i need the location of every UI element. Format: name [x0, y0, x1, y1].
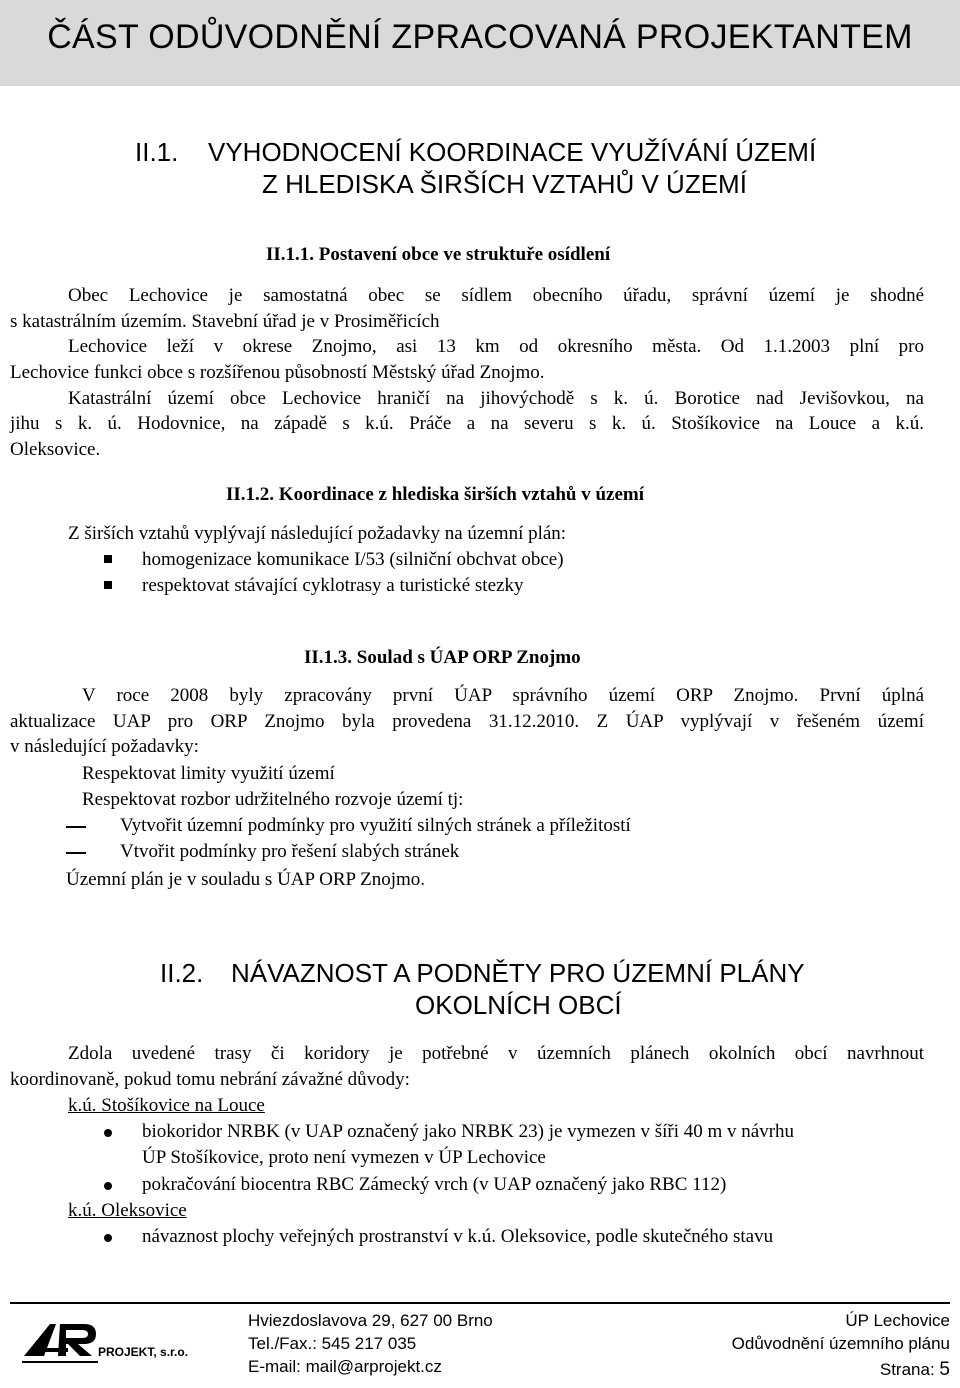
list-item: Respektovat limity využití území [82, 763, 335, 784]
paragraph-line: Obec Lechovice je samostatná obec se sídlem obecního úřadu, správní území je shodné [68, 285, 924, 306]
paragraph-line: aktualizace UAP pro ORP Znojmo byla provedena 31.12.2010. Z ÚAP vyplývají v řešeném území [10, 711, 924, 732]
list-item-continuation: ÚP Stošíkovice, proto není vymezen v ÚP Lechovice [142, 1147, 546, 1168]
bullet-icon [104, 1129, 112, 1137]
logo-text: PROJEKT, s.r.o. [98, 1345, 189, 1359]
subsection-heading: II.1.3. Soulad s ÚAP ORP Znojmo [304, 647, 581, 668]
page-number: 5 [939, 1359, 950, 1380]
list-item: Respektovat rozbor udržitelného rozvoje území tj: [82, 789, 464, 810]
section-title-line2: Z HLEDISKA ŠIRŠÍCH VZTAHŮ V ÚZEMÍ [262, 169, 747, 199]
list-item: homogenizace komunikace I/53 (silniční obchvat obce) [142, 549, 564, 570]
company-logo [22, 1318, 202, 1370]
footer-phone: Tel./Fax.: 545 217 035 [248, 1334, 417, 1353]
list-item: pokračování biocentra RBC Zámecký vrch (v UAP označený jako RBC 112) [142, 1174, 727, 1195]
page-title: ČÁST ODŮVODNĚNÍ ZPRACOVANÁ PROJEKTANTEM [47, 18, 913, 56]
footer-email: E-mail: mail@arprojekt.cz [248, 1357, 442, 1376]
list-item: respektovat stávající cyklotrasy a turistické stezky [142, 575, 524, 596]
footer-part: Odůvodnění územního plánu [731, 1334, 950, 1353]
area-label: k.ú. Stošíkovice na Louce [68, 1095, 265, 1116]
section-title-line2: OKOLNÍCH OBCÍ [415, 990, 622, 1020]
footer-rule [10, 1302, 950, 1304]
paragraph-line: Katastrální území obce Lechovice hraničí na jihovýchodě s k. ú. Borotice nad Jevišovkou, na [68, 388, 924, 409]
area-label: k.ú. Oleksovice [68, 1200, 187, 1221]
footer-address: Hviezdoslavova 29, 627 00 Brno [248, 1311, 493, 1330]
paragraph-line: V roce 2008 byly zpracovány první ÚAP správního území ORP Znojmo. První úplná [82, 685, 924, 706]
paragraph-line: Zdola uvedené trasy či koridory je potřebné v územních plánech okolních obcí navrhnout [68, 1043, 924, 1064]
subsection-heading: II.1.1. Postavení obce ve struktuře osídlení [266, 244, 611, 265]
paragraph-line: s katastrálním územím. Stavební úřad je v Prosiměřicích [10, 311, 440, 332]
section-number: II.1. [135, 137, 179, 167]
list-item: Vtvořit podmínky pro řešení slabých stránek [120, 841, 460, 862]
list-item: návaznost plochy veřejných prostranství v k.ú. Oleksovice, podle skutečného stavu [142, 1226, 774, 1247]
square-bullet-icon [104, 581, 112, 589]
paragraph-line: jihu s k. ú. Hodovnice, na západě s k.ú. Práče a na severu s k. ú. Stošíkovice na Louce a k.ú. [10, 413, 924, 434]
footer-page [880, 1359, 950, 1381]
bullet-icon [104, 1234, 112, 1242]
paragraph-line: Oleksovice. [10, 439, 101, 460]
section-title-line1: VYHODNOCENÍ KOORDINACE VYUŽÍVÁNÍ ÚZEMÍ [208, 137, 817, 167]
paragraph-line: Územní plán je v souladu s ÚAP ORP Znojmo. [66, 869, 426, 890]
section-number: II.2. [160, 958, 204, 988]
paragraph-line: Lechovice funkci obce s rozšířenou působností Městský úřad Znojmo. [10, 362, 545, 383]
subsection-heading: II.1.2. Koordinace z hlediska širších vztahů v území [226, 484, 645, 505]
paragraph-line: Z širších vztahů vyplývají následující požadavky na územní plán: [68, 523, 567, 544]
page-label: Strana: [879, 1360, 935, 1379]
paragraph-line: Lechovice leží v okrese Znojmo, asi 13 km od okresního města. Od 1.1.2003 plní pro [68, 336, 924, 357]
list-item: Vytvořit územní podmínky pro využití silných stránek a příležitostí [120, 815, 631, 836]
footer-document: ÚP Lechovice [845, 1311, 950, 1330]
bullet-icon [104, 1182, 112, 1190]
list-item: biokoridor NRBK (v UAP označený jako NRBK 23) je vymezen v šíři 40 m v návrhu [142, 1121, 795, 1142]
square-bullet-icon [104, 555, 112, 563]
paragraph-line: koordinovaně, pokud tomu nebrání závažné důvody: [10, 1069, 410, 1090]
logo-mark-icon [22, 1318, 202, 1370]
dash-bullet-icon [66, 852, 86, 854]
paragraph-line: v následující požadavky: [10, 736, 199, 757]
section-title-line1: NÁVAZNOST A PODNĚTY PRO ÚZEMNÍ PLÁNY [231, 958, 805, 988]
dash-bullet-icon [66, 826, 86, 828]
